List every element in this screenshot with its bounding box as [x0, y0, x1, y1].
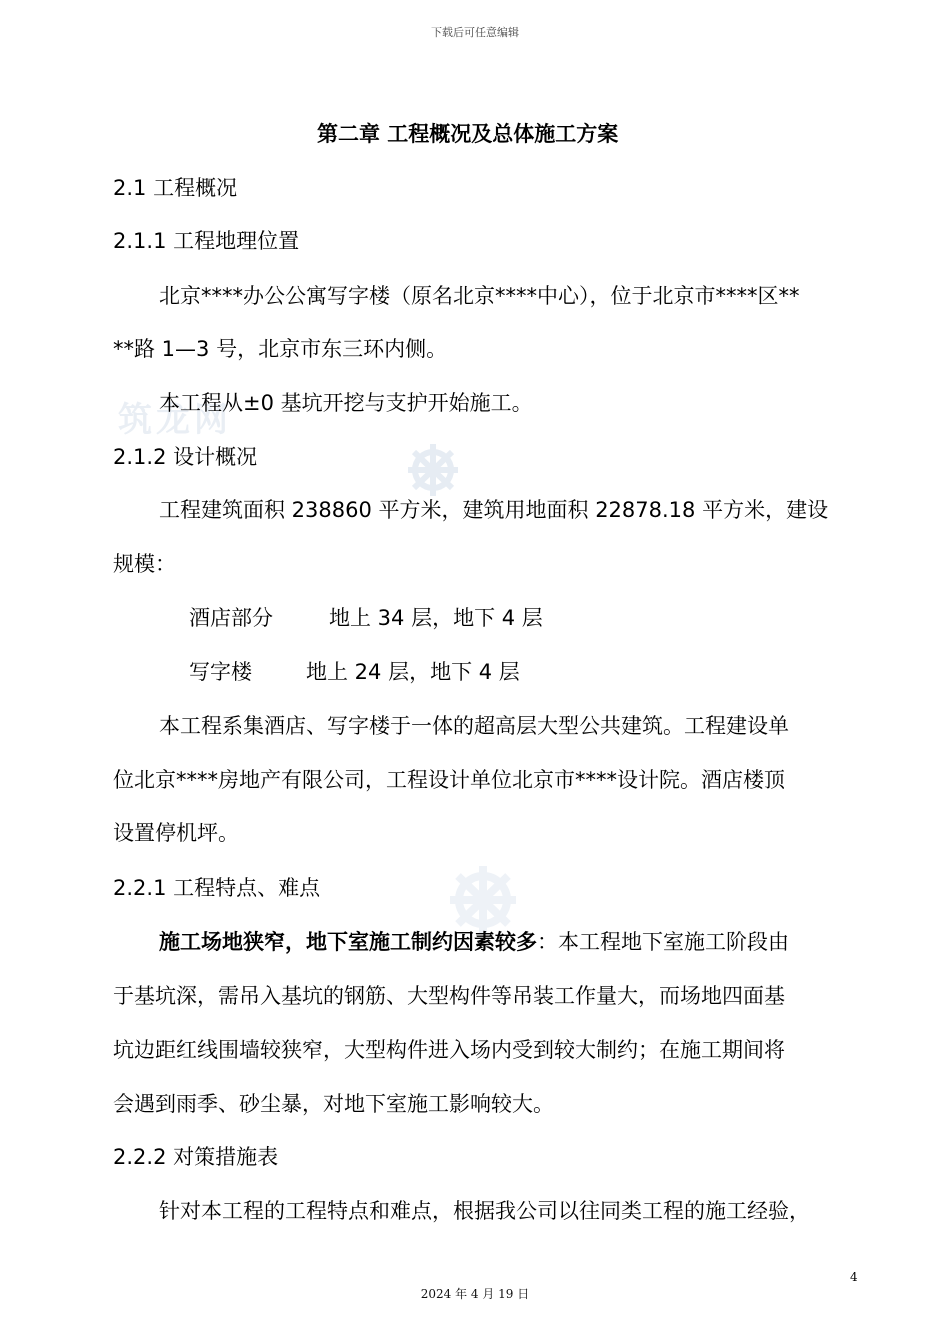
paragraph-area-line1: 工程建筑面积 238860 平方米，建筑用地面积 22878.18 平方米，建设 — [159, 498, 829, 522]
paragraph-start: 本工程从±0 基坑开挖与支护开始施工。 — [159, 391, 533, 415]
section-2-1-1-heading: 2.1.1 工程地理位置 — [113, 229, 300, 253]
section-2-1-heading: 2.1 工程概况 — [113, 176, 238, 200]
office-floors: 地上 24 层，地下 4 层 — [306, 660, 520, 684]
watermark-text: 筑龙网 — [118, 400, 232, 440]
paragraph-difficulty-line1 — [159, 926, 789, 956]
paragraph-difficulty-line3: 坑边距红线围墙较狭窄，大型构件进入场内受到较大制约；在施工期间将 — [113, 1038, 785, 1062]
paragraph-difficulty-line2: 于基坑深，需吊入基坑的钢筋、大型构件等吊装工作量大，而场地四面基 — [113, 984, 785, 1008]
difficulty-bold-lead: 施工场地狭窄，地下室施工制约因素较多 — [159, 930, 537, 954]
paragraph-difficulty-line4: 会遇到雨季、砂尘暴，对地下室施工影响较大。 — [113, 1092, 554, 1116]
paragraph-location-line2: **路 1—3 号，北京市东三环内侧。 — [113, 337, 448, 361]
paragraph-project-line3: 设置停机坪。 — [113, 821, 239, 845]
paragraph-project-line1: 本工程系集酒店、写字楼于一体的超高层大型公共建筑。工程建设单 — [159, 714, 789, 738]
office-label: 写字楼 — [189, 660, 252, 684]
section-2-1-2-heading: 2.1.2 设计概况 — [113, 445, 258, 469]
hotel-label: 酒店部分 — [189, 606, 273, 630]
paragraph-project-line2: 位北京****房地产有限公司，工程设计单位北京市****设计院。酒店楼顶 — [113, 768, 785, 792]
paragraph-area-line2: 规模： — [113, 552, 176, 576]
paragraph-location-line1: 北京****办公公寓写字楼（原名北京****中心），位于北京市****区** — [159, 284, 800, 308]
watermark-logo-icon — [398, 440, 468, 500]
page-header: 下载后可任意编辑 — [431, 26, 519, 39]
hotel-floors: 地上 34 层，地下 4 层 — [329, 606, 543, 630]
section-2-2-2-heading: 2.2.2 对策措施表 — [113, 1145, 279, 1169]
footer-date: 2024 年 4 月 19 日 — [420, 1287, 530, 1301]
difficulty-rest: ：本工程地下室施工阶段由 — [537, 930, 789, 954]
page-number: 4 — [850, 1270, 858, 1284]
paragraph-measures-line1: 针对本工程的工程特点和难点，根据我公司以往同类工程的施工经验， — [159, 1199, 810, 1223]
section-2-2-1-heading: 2.2.1 工程特点、难点 — [113, 876, 321, 900]
chapter-title: 第二章 工程概况及总体施工方案 — [317, 122, 619, 146]
